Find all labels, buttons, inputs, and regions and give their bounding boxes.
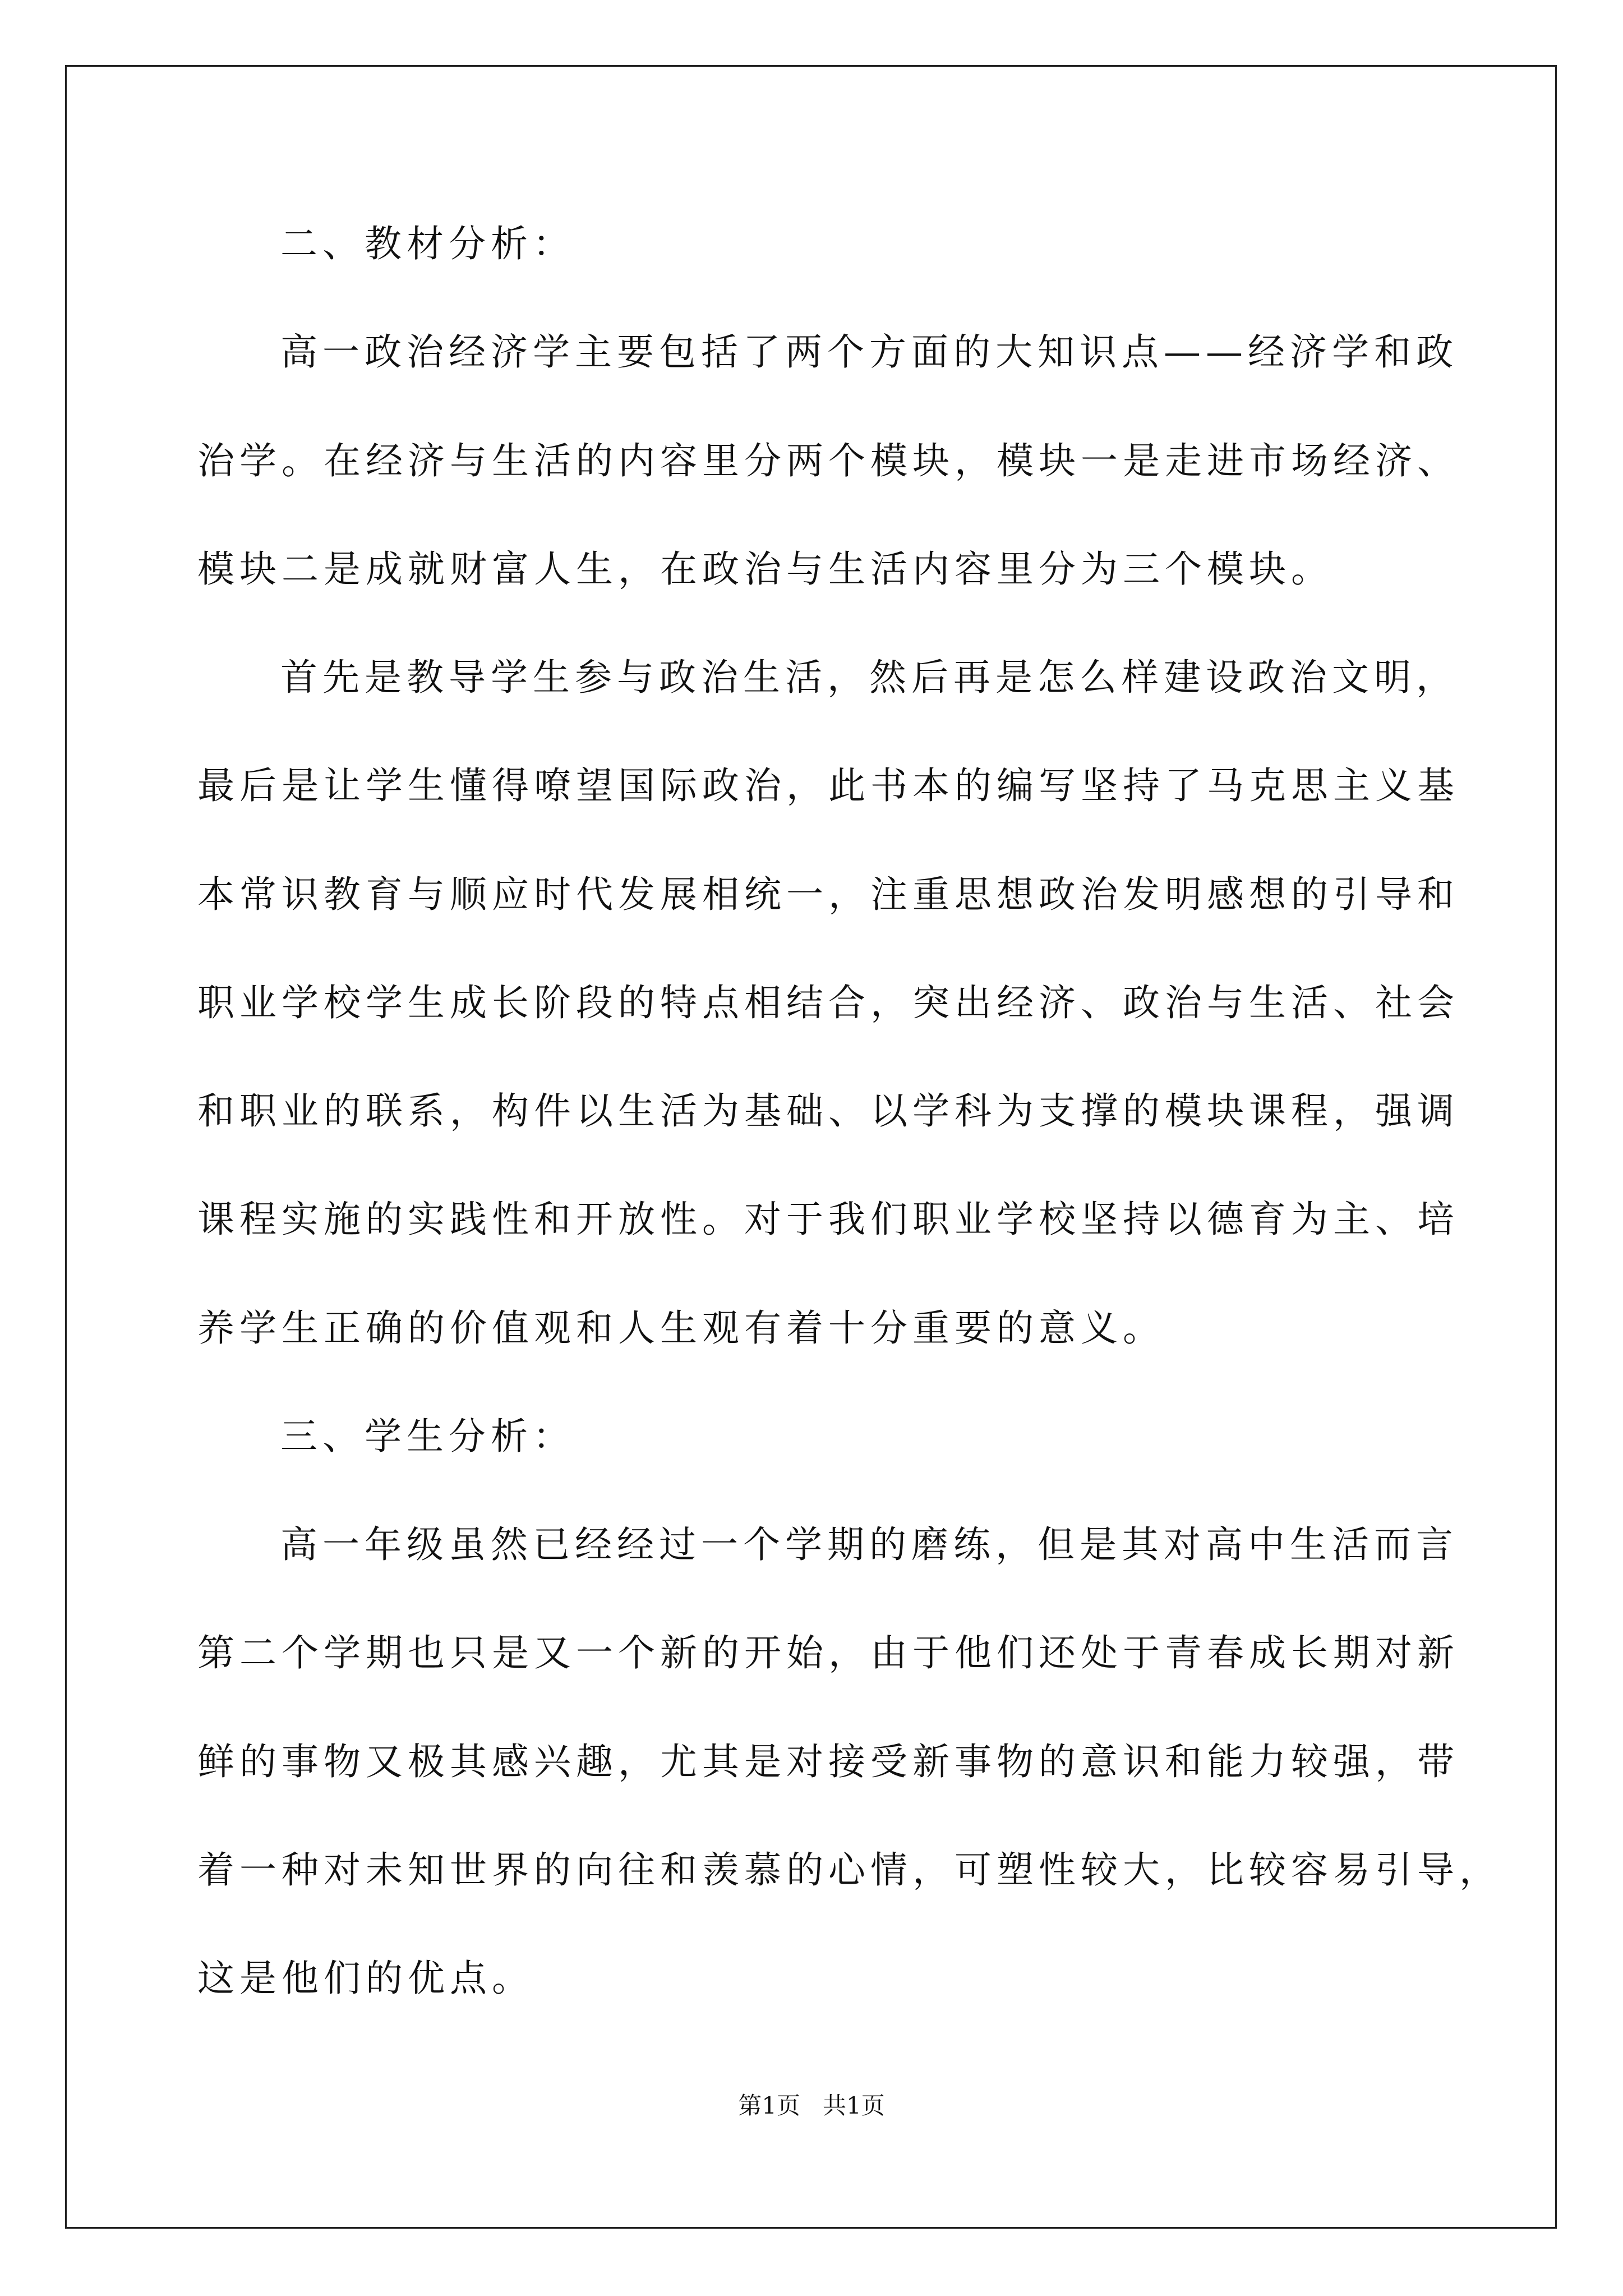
paragraph-line: 高一政治经济学主要包括了两个方面的大知识点——经济学和政 <box>280 330 1458 374</box>
paragraph-line: 最后是让学生懂得嘹望国际政治，此书本的编写坚持了马克思主义基 <box>197 764 1459 807</box>
paragraph-line: 和职业的联系，构件以生活为基础、以学科为支撑的模块课程，强调 <box>197 1089 1459 1133</box>
paragraph-line: 着一种对未知世界的向往和羡慕的心情，可塑性较大，比较容易引导， <box>197 1848 1501 1892</box>
paragraph-line: 本常识教育与顺应时代发展相统一，注重思想政治发明感想的引导和 <box>197 873 1459 916</box>
paragraph-line: 鲜的事物又极其感兴趣，尤其是对接受新事物的意识和能力较强，带 <box>197 1740 1459 1783</box>
paragraph-line: 首先是教导学生参与政治生活，然后再是怎么样建设政治文明， <box>280 656 1458 699</box>
paragraph-line: 高一年级虽然已经经过一个学期的磨练，但是其对高中生活而言 <box>280 1523 1458 1566</box>
paragraph-line: 模块二是成就财富人生，在政治与生活内容里分为三个模块。 <box>197 547 1333 591</box>
paragraph-line: 这是他们的优点。 <box>197 1957 534 2000</box>
paragraph-line: 第二个学期也只是又一个新的开始，由于他们还处于青春成长期对新 <box>197 1631 1459 1674</box>
paragraph-line: 职业学校学生成长阶段的特点相结合，突出经济、政治与生活、社会 <box>197 981 1459 1024</box>
section-heading-textbook-analysis: 二、教材分析： <box>280 222 575 265</box>
page-border <box>65 65 1557 2229</box>
page-footer: 第1页 共1页 <box>738 2092 885 2119</box>
section-heading-student-analysis: 三、学生分析： <box>280 1415 575 1458</box>
paragraph-line: 治学。在经济与生活的内容里分两个模块，模块一是走进市场经济、 <box>197 439 1459 482</box>
paragraph-line: 养学生正确的价值观和人生观有着十分重要的意义。 <box>197 1306 1165 1350</box>
paragraph-line: 课程实施的实践性和开放性。对于我们职业学校坚持以德育为主、培 <box>197 1198 1459 1241</box>
